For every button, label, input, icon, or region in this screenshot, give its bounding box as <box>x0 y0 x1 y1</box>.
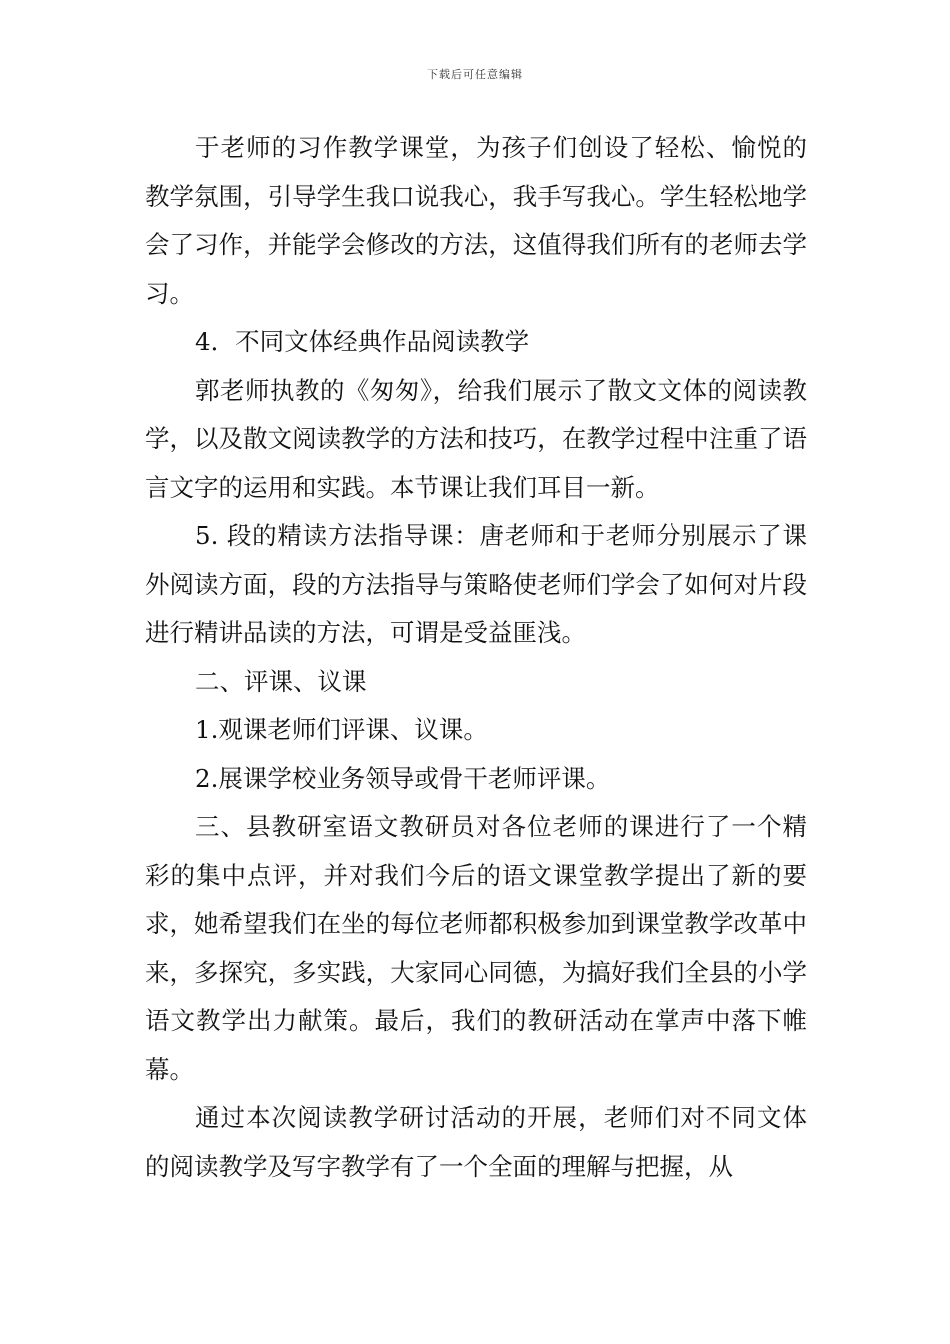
paragraph-2-heading: 4．不同文体经典作品阅读教学 <box>195 327 530 356</box>
paragraph-1: 于老师的习作教学课堂，为孩子们创设了轻松、愉悦的教学氛围，引导学生我口说我心，我手写我心。学生轻松地学会了习作，并能学会修改的方法，这值得我们所有的老师去学习。 <box>145 133 807 308</box>
paragraph-4: 5. 段的精读方法指导课：唐老师和于老师分别展示了课外阅读方面，段的方法指导与策略使老师们学会了如何对片段进行精讲品读的方法，可谓是受益匪浅。 <box>145 521 807 647</box>
paragraph-8: 三、县教研室语文教研员对各位老师的课进行了一个精彩的集中点评，并对我们今后的语文课堂教学提出了新的要求，她希望我们在坐的每位老师都积极参加到课堂教学改革中来，多探究，多实践，大家同心同德，为搞好我们全县的小学语文教学出力献策。最后，我们的教研活动在掌声中落下帷幕。 <box>145 812 807 1084</box>
header-note: 下载后可任意编辑 <box>427 68 523 81</box>
paragraph-6-list-item: 1.观课老师们评课、议课。 <box>195 715 488 744</box>
paragraph-7-list-item: 2.展课学校业务领导或骨干老师评课。 <box>195 763 611 793</box>
paragraph-5-heading: 二、评课、议课 <box>195 666 367 696</box>
paragraph-9: 通过本次阅读教学研讨活动的开展，老师们对不同文体的阅读教学及写字教学有了一个全面的理解与把握，从 <box>145 1103 807 1181</box>
paragraph-3: 郭老师执教的《匆匆》，给我们展示了散文文体的阅读教学，以及散文阅读教学的方法和技巧，在教学过程中注重了语言文字的运用和实践。本节课让我们耳目一新。 <box>145 375 807 502</box>
document-body <box>145 124 807 1191</box>
